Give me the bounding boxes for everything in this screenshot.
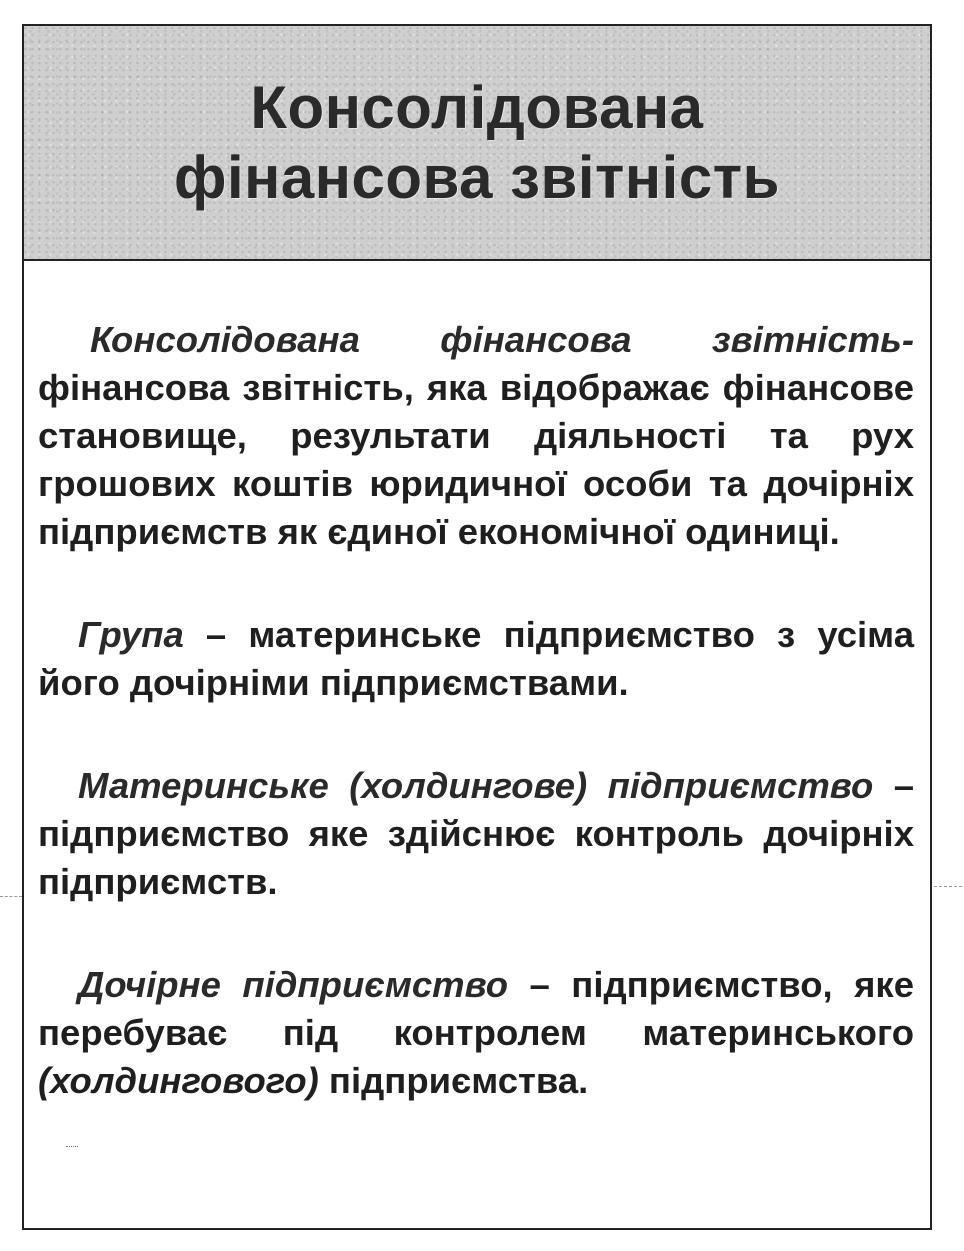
scan-artifact-line [934,886,962,887]
definition-italic-text: (холдингового) [38,1060,319,1101]
definition-consolidated-statements [38,316,914,556]
scan-artifact-mark [66,1146,78,1151]
definition-text: – підприємство яке здійснює контроль дочірніх підприємств. [38,765,914,902]
definition-text: – підприємство, яке перебуває під контролем материнського [38,964,915,1053]
definition-group [38,611,914,707]
definitions-body [38,316,914,1105]
definition-parent-company [38,762,914,906]
term-consolidated-statements: Консолідована фінансова звітність- [90,319,914,360]
page-title: Консолідована фінансова звітність [174,73,780,211]
term-group: Група [78,614,184,655]
definition-text: підприємства. [318,1060,589,1101]
definition-text: – материнське підприємство з усіма його дочірніми підприємствами. [38,614,914,703]
term-subsidiary: Дочірне підприємство [78,964,509,1005]
title-banner [24,26,930,261]
term-parent-company: Материнське (холдингове) підприємство [78,765,874,806]
slide-frame [22,24,932,1230]
definition-text: фінансова звітність, яка відображає фінансове становище, результати діяльності та рух грошових коштів юридичної особи та дочірніх підприємств як єдиної економічної одиниці. [38,367,914,552]
definition-subsidiary [38,961,914,1105]
scan-artifact-line [0,896,22,897]
